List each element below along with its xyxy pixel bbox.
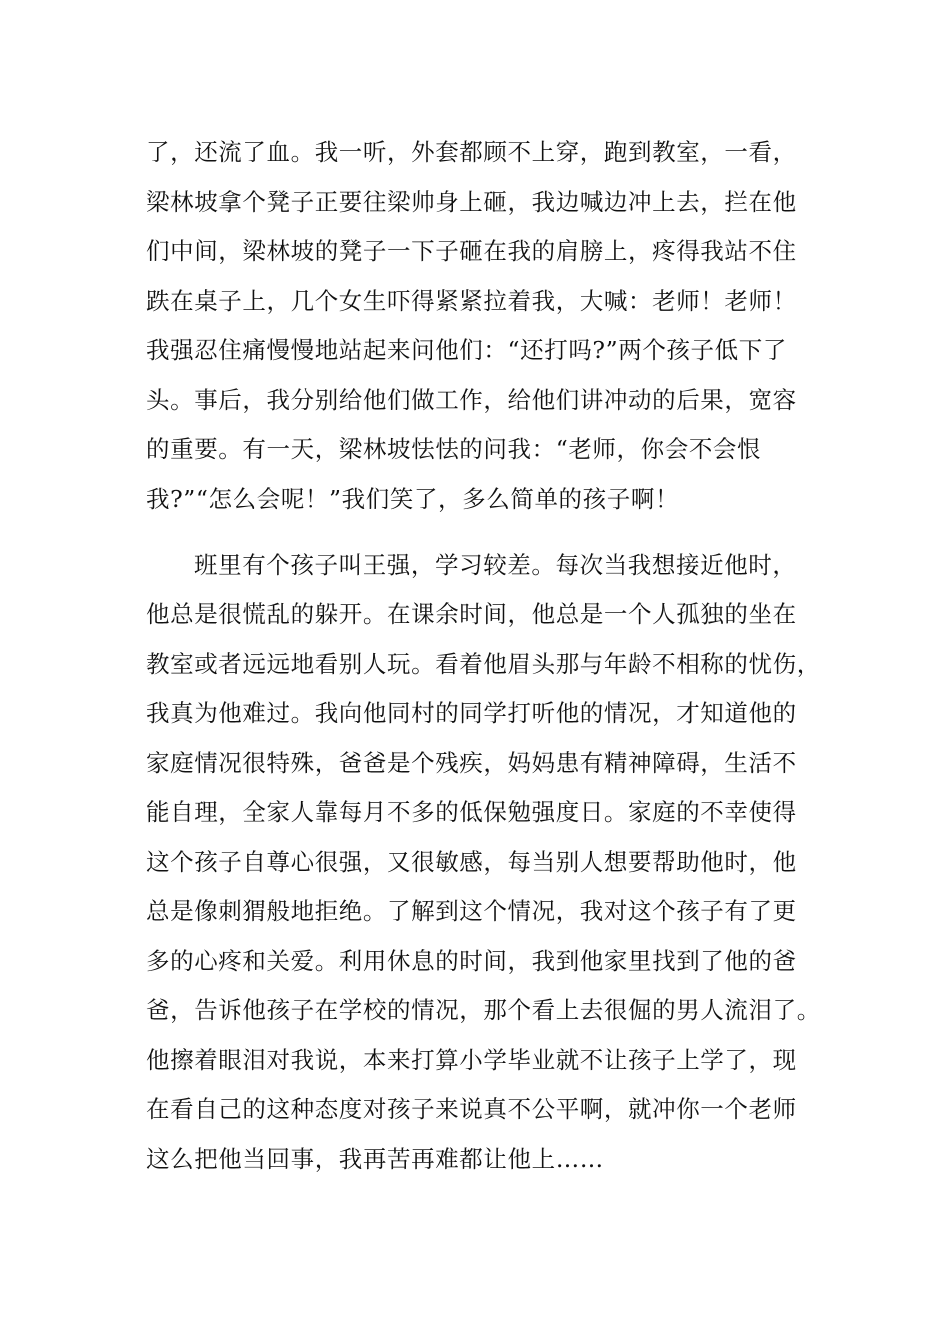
- text-line: 我真为他难过。我向他同村的同学打听他的情况，才知道他的: [146, 699, 797, 727]
- text-line: 多的心疼和关爱。利用休息的时间，我到他家里找到了他的爸: [146, 947, 797, 975]
- text-line: 总是像刺猬般地拒绝。了解到这个情况，我对这个孩子有了更: [146, 897, 797, 925]
- text-line: 教室或者远远地看别人玩。看着他眉头那与年龄不相称的忧伤，: [146, 650, 821, 678]
- text-line: 班里有个孩子叫王强，学习较差。每次当我想接近他时，: [194, 551, 797, 579]
- text-line: 在看自己的这种态度对孩子来说真不公平啊，就冲你一个老师: [146, 1095, 797, 1123]
- text-line: 我?”“怎么会呢！”我们笑了，多么简单的孩子啊！: [146, 485, 680, 513]
- text-line: 跌在桌子上，几个女生吓得紧紧拉着我，大喊：老师！老师！: [146, 287, 797, 315]
- text-line: 梁林坡拿个凳子正要往梁帅身上砸，我边喊边冲上去，拦在他: [146, 188, 797, 216]
- text-line: 他总是很慌乱的躲开。在课余时间，他总是一个人孤独的坐在: [146, 600, 797, 628]
- text-line: 家庭情况很特殊，爸爸是个残疾，妈妈患有精神障碍，生活不: [146, 749, 797, 777]
- text-line: 爸，告诉他孩子在学校的情况，那个看上去很倔的男人流泪了。: [146, 996, 821, 1024]
- text-line: 这个孩子自尊心很强，又很敏感，每当别人想要帮助他时，他: [146, 848, 797, 876]
- text-line: 我强忍住痛慢慢地站起来问他们：“还打吗?”两个孩子低下了: [146, 336, 787, 364]
- text-line: 能自理，全家人靠每月不多的低保勉强度日。家庭的不幸使得: [146, 798, 797, 826]
- text-line: 这么把他当回事，我再苦再难都让他上……: [146, 1145, 604, 1173]
- text-line: 头。事后，我分别给他们做工作，给他们讲冲动的后果，宽容: [146, 386, 797, 414]
- text-line: 了，还流了血。我一听，外套都顾不上穿，跑到教室，一看，: [146, 138, 797, 166]
- text-line: 他擦着眼泪对我说，本来打算小学毕业就不让孩子上学了，现: [146, 1046, 797, 1074]
- text-line: 们中间，梁林坡的凳子一下子砸在我的肩膀上，疼得我站不住: [146, 237, 797, 265]
- text-line: 的重要。有一天，梁林坡怯怯的问我：“老师，你会不会恨: [146, 435, 762, 463]
